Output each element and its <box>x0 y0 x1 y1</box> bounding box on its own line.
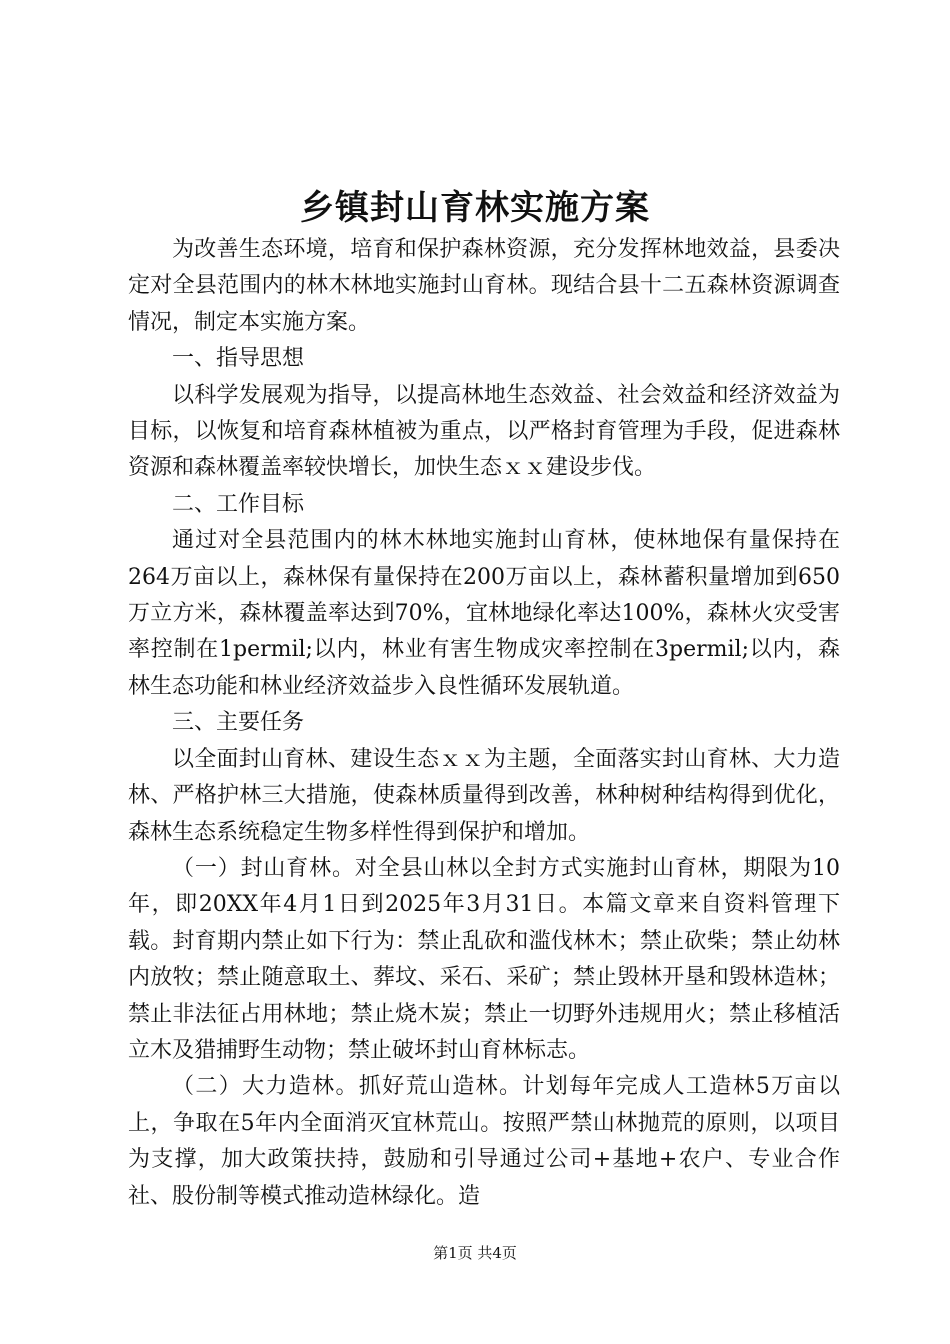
guiding-ideology-paragraph: 以科学发展观为指导，以提高林地生态效益、社会效益和经济效益为目标，以恢复和培育森林植被为重点，以严格封育管理为手段，促进森林资源和森林覆盖率较快增长，加快生态ｘｘ建设步伐。 <box>128 382 840 481</box>
section-heading-main-tasks: 三、主要任务 <box>172 710 305 736</box>
work-goals-paragraph: 通过对全县范围内的林木林地实施封山育林，使林地保有量保持在264万亩以上，森林保有量保持在200万亩以上，森林蓄积量增加到650万立方米，森林覆盖率达到70%，宜林地绿化率达100%，森林火灾受害率控制在1permil;以内，林业有害生物成灾率控制在3permil;以内，森林生态功能和林业经济效益步入良性循环发展轨道。 <box>128 528 840 699</box>
section-heading-work-goals: 二、工作目标 <box>172 491 305 517</box>
document-body <box>128 232 840 1215</box>
intro-paragraph: 为改善生态环境，培育和保护森林资源，充分发挥林地效益，县委决定对全县范围内的林木林地实施封山育林。现结合县十二五森林资源调查情况，制定本实施方案。 <box>128 237 840 335</box>
page-footer: 第1页 共4页 <box>433 1244 517 1262</box>
document-title: 乡镇封山育林实施方案 <box>300 188 650 228</box>
section-heading-guiding-ideology: 一、指导思想 <box>172 346 305 372</box>
afforestation-paragraph: （二）大力造林。抓好荒山造林。计划每年完成人工造林5万亩以上，争取在5年内全面消灭宜林荒山。按照严禁山林抛荒的原则，以项目为支撑，加大政策扶持，鼓励和引导通过公司+基地+农户、专业合作社、股份制等模式推动造林绿化。造 <box>128 1074 840 1209</box>
mountain-closure-paragraph: （一）封山育林。对全县山林以全封方式实施封山育林，期限为10年，即20XX年4月1日到2025年3月31日。本篇文章来自资料管理下载。封育期内禁止如下行为：禁止乱砍和滥伐林木；禁止砍柴；禁止幼林内放牧；禁止随意取土、葬坟、采石、采矿；禁止毁林开垦和毁林造林；禁止非法征占用林地；禁止烧木炭；禁止一切野外违规用火；禁止移植活立木及猎捕野生动物；禁止破坏封山育林标志。 <box>128 855 840 1063</box>
main-tasks-paragraph: 以全面封山育林、建设生态ｘｘ为主题，全面落实封山育林、大力造林、严格护林三大措施，使森林质量得到改善，林种树种结构得到优化，森林生态系统稳定生物多样性得到保护和增加。 <box>128 746 840 845</box>
